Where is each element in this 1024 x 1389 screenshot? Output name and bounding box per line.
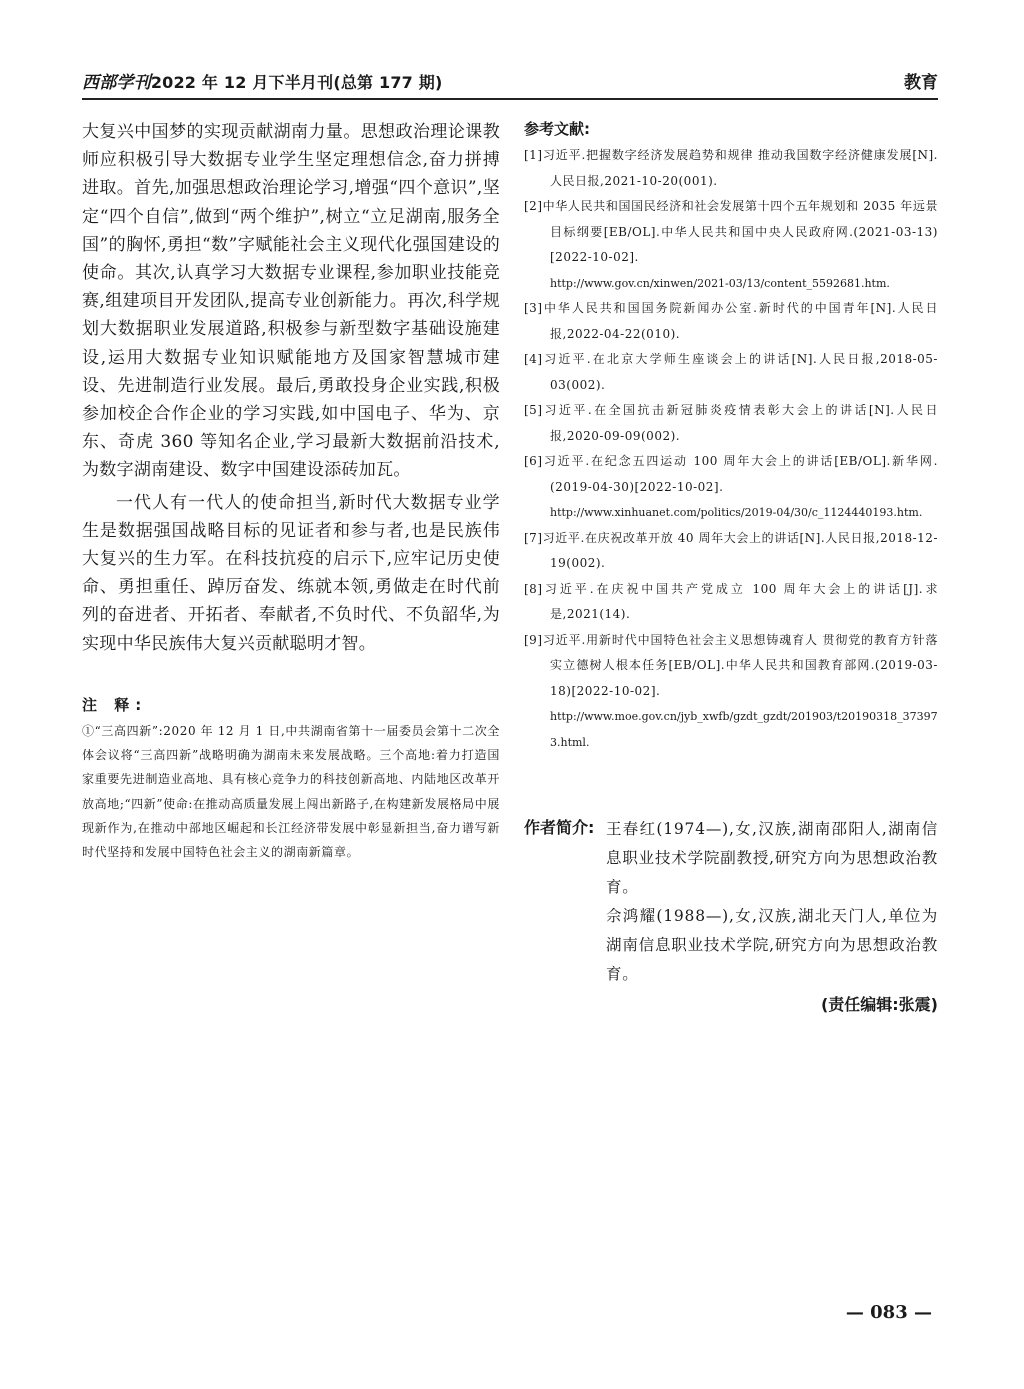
reference-url[interactable]: http://www.moe.gov.cn/jyb_xwfb/gzdt_gzdt/201903/t20190318_373973.html. — [550, 710, 938, 749]
issue-info: 2022 年 12 月下半月刊(总第 177 期) — [150, 73, 443, 92]
reference-text: [3]中华人民共和国国务院新闻办公室.新时代的中国青年[N].人民日报,2022-04-22(010). — [524, 301, 938, 341]
right-column — [524, 118, 938, 755]
left-column — [82, 118, 500, 865]
author-1: 王春红(1974—),女,汉族,湖南邵阳人,湖南信息职业技术学院副教授,研究方向为思想政治教育。 — [606, 820, 938, 896]
reference-item — [524, 449, 938, 526]
responsible-editor: (责任编辑:张震) — [820, 995, 938, 1014]
reference-item — [524, 526, 938, 577]
body-paragraph-1: 大复兴中国梦的实现贡献湖南力量。思想政治理论课教师应积极引导大数据专业学生坚定理想信念,奋力拼搏进取。首先,加强思想政治理论学习,增强“四个意识”,坚定“四个自信”,做到“两个维护”,树立“立足湖南,服务全国”的胸怀,勇担“数”字赋能社会主义现代化强国建设的使命。其次,认真学习大数据专业课程,参加职业技能竞赛,组建项目开发团队,提高专业创新能力。再次,科学规划大数据职业发展道路,积极参与新型数字基础设施建设,运用大数据专业知识赋能地方及国家智慧城市建设、先进制造行业发展。最后,勇敢投身企业实践,积极参加校企合作企业的学习实践,如中国电子、华为、京东、奇虎 360 等知名企业,学习最新大数据前沿技术,为数字湖南建设、数字中国建设添砖加瓦。 — [82, 122, 500, 481]
reference-item — [524, 347, 938, 398]
reference-item — [524, 398, 938, 449]
reference-text: [1]习近平.把握数字经济发展趋势和规律 推动我国数字经济健康发展[N].人民日报,2021-10-20(001). — [524, 148, 938, 188]
reference-text: [6]习近平.在纪念五四运动 100 周年大会上的讲话[EB/OL].新华网.(2019-04-30)[2022-10-02]. — [524, 454, 938, 494]
reference-url[interactable]: http://www.xinhuanet.com/politics/2019-04/30/c_1124440193.htm. — [550, 506, 923, 519]
author-2: 佘鸿耀(1988—),女,汉族,湖北天门人,单位为湖南信息职业技术学院,研究方向为思想政治教育。 — [606, 907, 938, 983]
reference-url[interactable]: http://www.gov.cn/xinwen/2021-03/13/content_5592681.htm. — [550, 276, 890, 290]
page-number: — 083 — — [845, 1302, 932, 1323]
section-label: 教育 — [904, 73, 938, 93]
notes-text: ①“三高四新”:2020 年 12 月 1 日,中共湖南省第十一届委员会第十二次全体会议将“三高四新”战略明确为湖南未来发展战略。三个高地:着力打造国家重要先进制造业高地、具有核心竞争力的科技创新高地、内陆地区改革开放高地;“四新”使命:在推动高质量发展上闯出新路子,在构建新发展格局中展现新作为,在推动中部地区崛起和长江经济带发展中彰显新担当,奋力谱写新时代坚持和发展中国特色社会主义的湖南新篇章。 — [82, 723, 500, 860]
journal-logo: 西部学刊 — [82, 73, 151, 93]
author-info — [524, 815, 938, 989]
reference-item — [524, 577, 938, 628]
reference-text: [9]习近平.用新时代中国特色社会主义思想铸魂育人 贯彻党的教育方针落实立德树人根本任务[EB/OL].中华人民共和国教育部网.(2019-03-18)[2022-10-02]. — [524, 632, 938, 698]
reference-text: [7]习近平.在庆祝改革开放 40 周年大会上的讲话[N].人民日报,2018-12-19(002). — [524, 530, 938, 570]
page-header — [82, 68, 938, 100]
reference-text: [8]习近平.在庆祝中国共产党成立 100 周年大会上的讲话[J].求是,2021(14). — [524, 581, 938, 621]
journal-issue — [82, 68, 443, 93]
notes-title: 注 释: — [82, 695, 148, 714]
reference-list — [524, 143, 938, 755]
reference-text: [4]习近平.在北京大学师生座谈会上的讲话[N].人民日报,2018-05-03(002). — [524, 352, 938, 392]
notes-section — [82, 694, 500, 865]
body-paragraph-2: 一代人有一代人的使命担当,新时代大数据专业学生是数据强国战略目标的见证者和参与者,也是民族伟大复兴的生力军。在科技抗疫的启示下,应牢记历史使命、勇担重任、踔厉奋发、练就本领,勇做走在时代前列的奋进者、开拓者、奉献者,不负时代、不负韶华,为实现中华民族伟大复兴贡献聪明才智。 — [82, 492, 500, 654]
author-label: 作者简介: — [524, 818, 595, 837]
reference-item — [524, 628, 938, 756]
reference-item — [524, 296, 938, 347]
reference-item — [524, 194, 938, 296]
reference-item — [524, 143, 938, 194]
reference-text: [5]习近平.在全国抗击新冠肺炎疫情表彰大会上的讲话[N].人民日报,2020-09-09(002). — [524, 403, 938, 443]
references-title: 参考文献: — [524, 120, 590, 138]
reference-text: [2]中华人民共和国国民经济和社会发展第十四个五年规划和 2035 年远景目标纲要[EB/OL].中华人民共和国中央人民政府网.(2021-03-13)[2022-10-02]. — [524, 199, 938, 264]
